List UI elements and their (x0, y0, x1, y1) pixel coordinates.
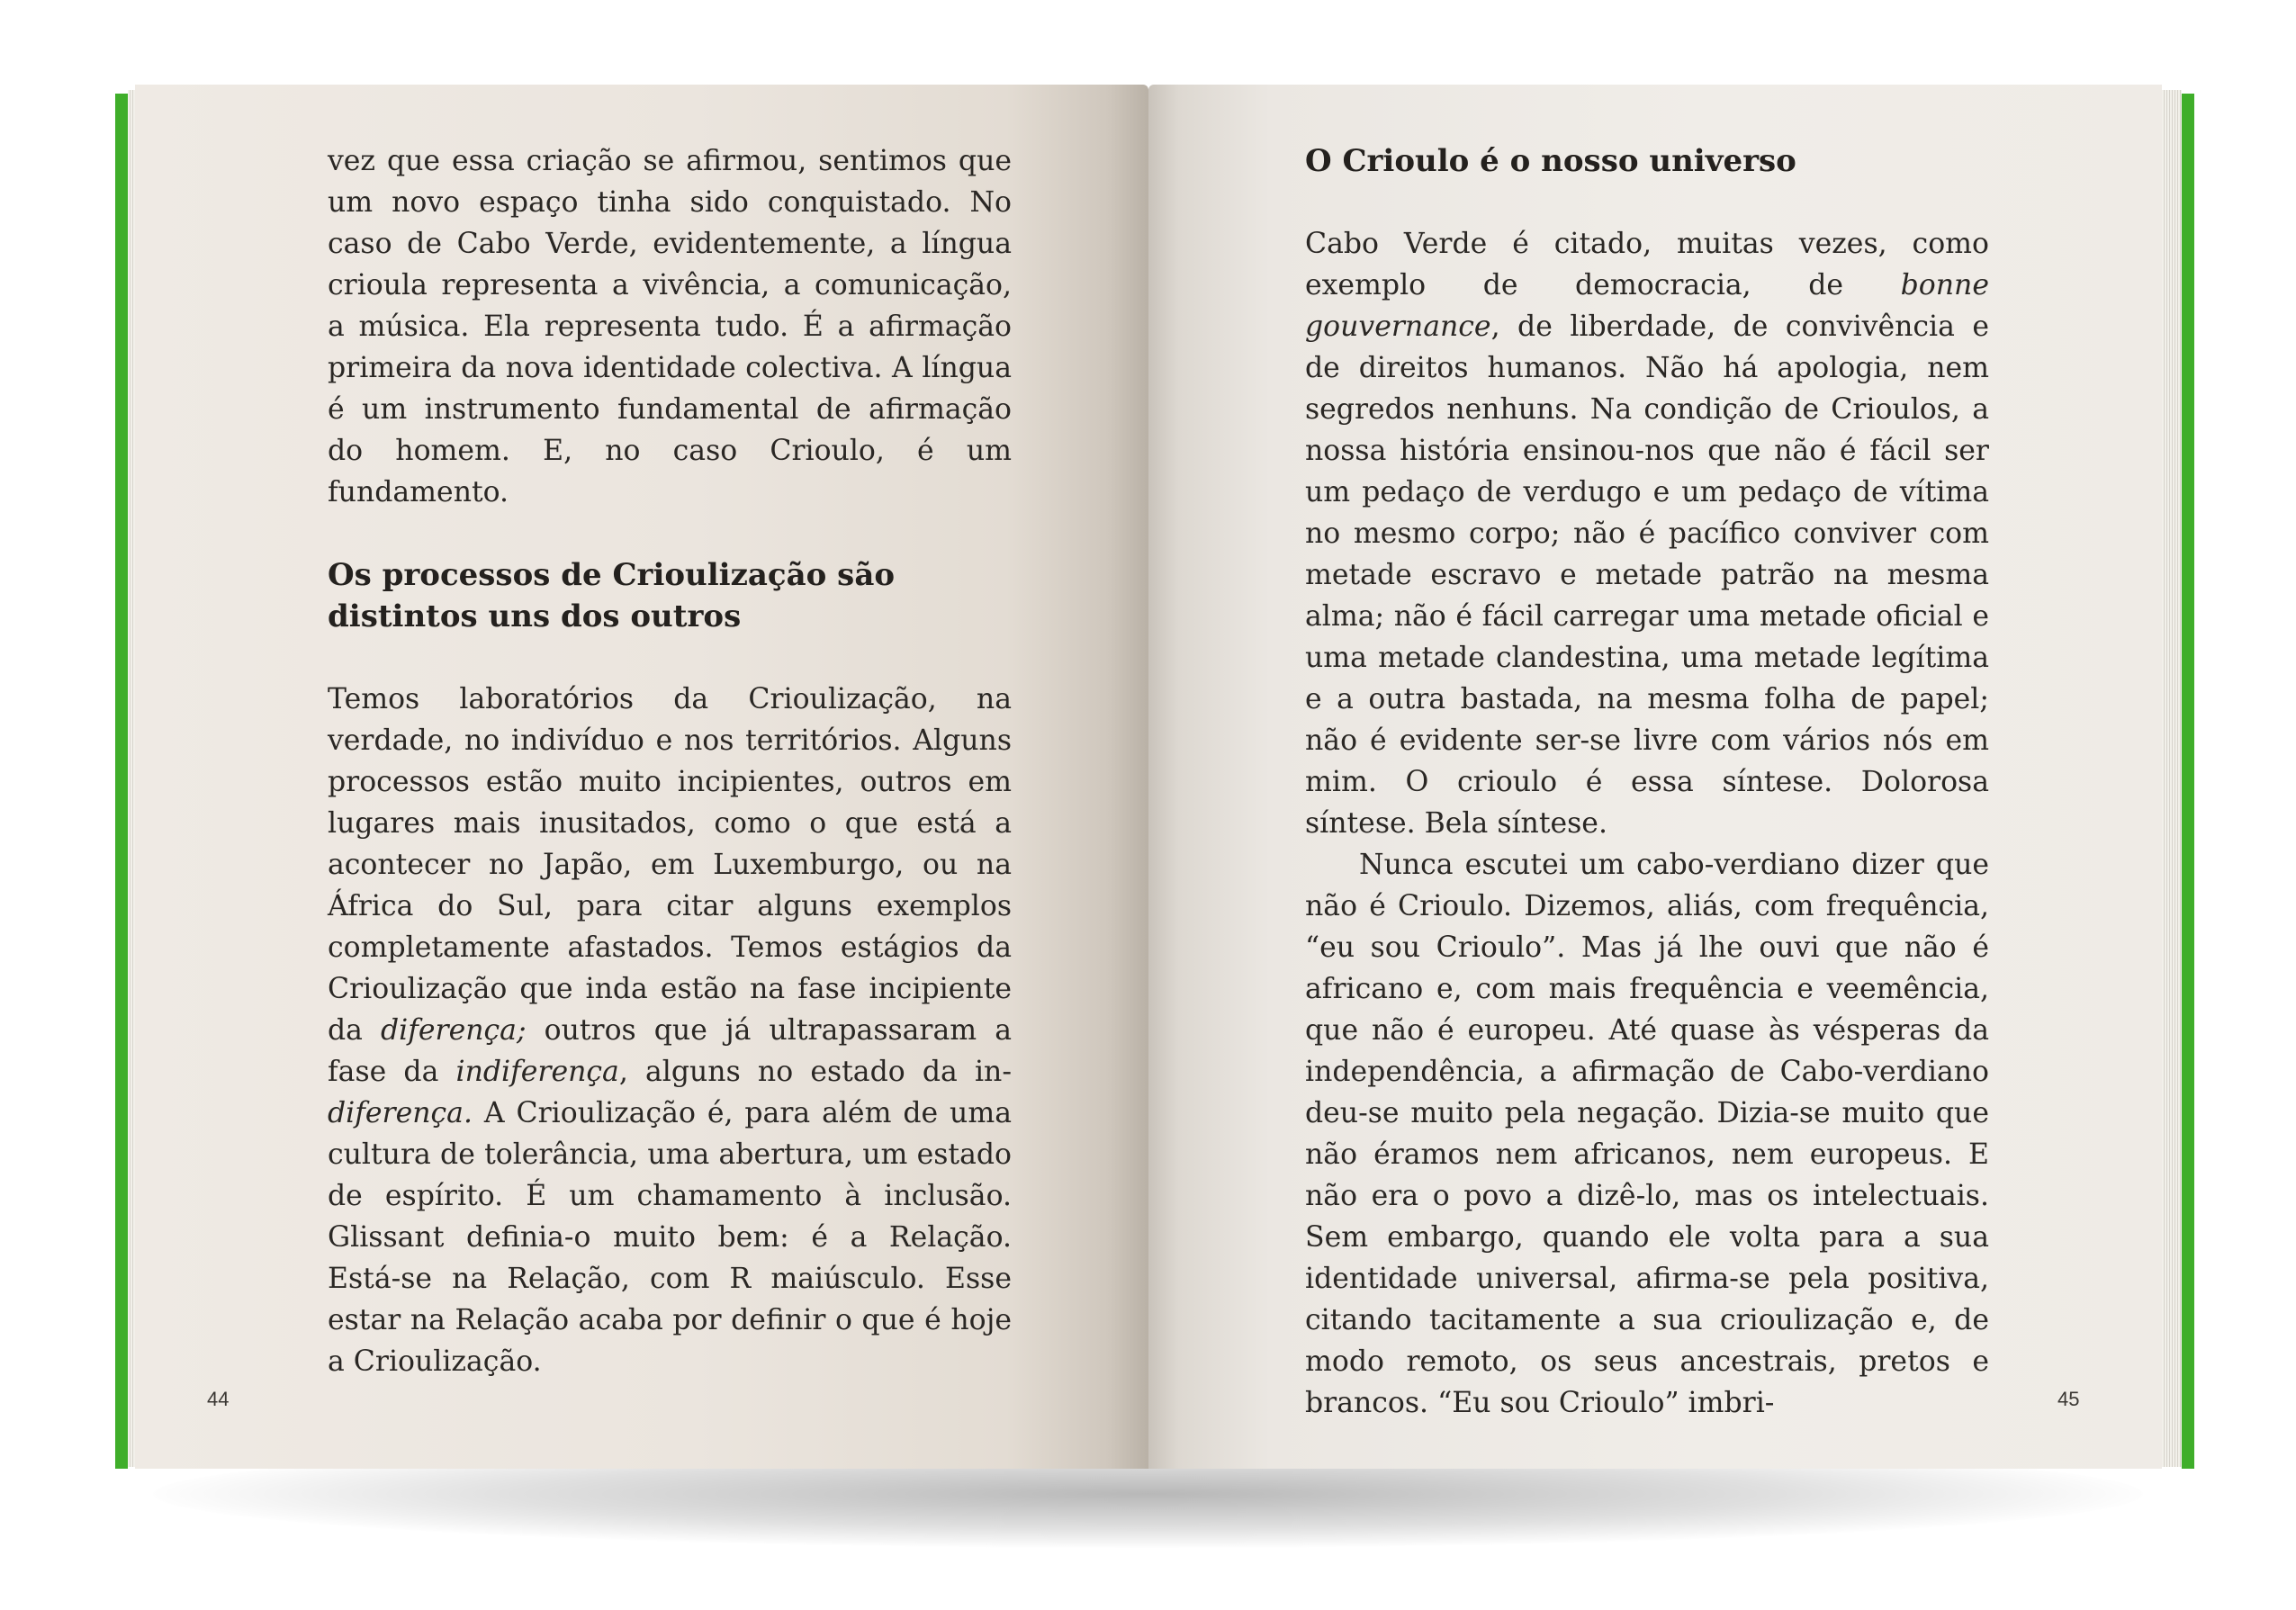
left-page (135, 85, 1148, 1469)
page-number-right: 45 (2057, 1388, 2080, 1410)
section-heading: Os processos de Crioulização são distintos uns dos outros (328, 557, 896, 634)
right-page-text (1305, 140, 1989, 1424)
cover-edge-right (2182, 94, 2194, 1469)
left-page-text (328, 140, 1012, 1382)
body-paragraph-1: Cabo Verde é citado, muitas vezes, como exemplo de democracia, de bonne gouvernance, de liberdade, de convivência e de direitos humanos. Não há apologia, nem segredos nenhuns. Na condição de Crioulos, a nossa história ensinou-nos que não é fácil ser um pedaço de verdugo e um pedaço de vítima no mesmo corpo; não é pacífico conviver com metade escravo e metade patrão na mesma alma; não é fácil carregar uma metade oficial e uma metade clandestina, uma metade legítima e a outra bastada, na mesma folha de papel; não é evidente ser-se livre com vários nós em mim. O crioulo é essa síntese. Dolorosa síntese. Bela síntese. (1305, 228, 1989, 840)
cover-edge-left (115, 94, 128, 1469)
page-number-left: 44 (207, 1388, 230, 1410)
right-page (1148, 85, 2162, 1469)
body-paragraph-2: Nunca escutei um cabo-verdiano dizer que não é Crioulo. Dizemos, aliás, com frequência, “eu sou Crioulo”. Mas já lhe ouvi que não é africano e, com mais frequência e veemência, que não é europeu. Até quase às vésperas da independência, a afirmação de Cabo-verdiano deu-se muito pela negação. Dizia-se muito que não éramos nem africanos, nem europeus. E não era o povo a dizê-lo, mas os intelectuais. Sem embargo, quando ele volta para a sua identidade universal, afirma-se pela positiva, citando tacitamente a sua crioulização e, de modo remoto, os seus ancestrais, pretos e brancos. “Eu sou Crioulo” imbri- (1305, 849, 1989, 1419)
intro-paragraph: vez que essa criação se afirmou, sentimos que um novo espaço tinha sido conquistado. No caso de Cabo Verde, evidentemente, a língua crioula representa a vivência, a comunicação, a música. Ela representa tudo. É a afirmação primeira da nova identidade colectiva. A língua é um instrumento fundamental de afirmação do homem. E, no caso Crioulo, é um fundamento. (328, 145, 1012, 508)
section-heading: O Crioulo é o nosso universo (1305, 143, 1796, 179)
body-paragraph: Temos laboratórios da Crioulização, na verdade, no indivíduo e nos territórios. Alguns processos estão muito incipientes, outros em lugares mais inusitados, como o que está a acontecer no Japão, em Luxemburgo, ou na África do Sul, para citar alguns exemplos completamente afastados. Temos estágios da Crioulização que inda estão na fase incipiente da diferença; outros que já ultrapassaram a fase da indiferença, alguns no estado da in-diferença. A Crioulização é, para além de uma cultura de tolerância, uma abertura, um estado de espírito. É um chamamento à inclusão. Glissant definia-o muito bem: é a Relação. Está-se na Relação, com R maiúsculo. Esse estar na Relação acaba por definir o que é hoje a Crioulização. (328, 683, 1012, 1378)
